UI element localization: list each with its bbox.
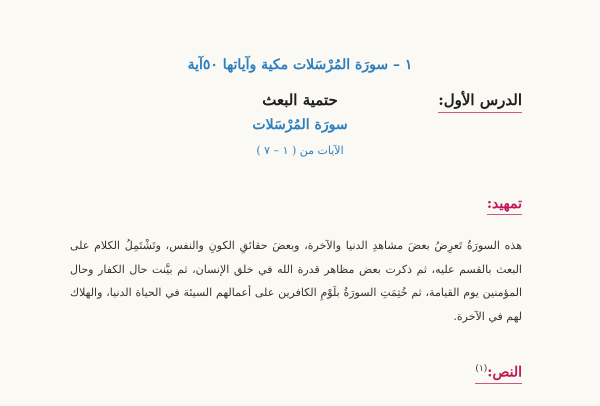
text-heading-label: النص: <box>487 364 522 381</box>
intro-heading: تمهيد: <box>487 196 522 215</box>
verses-range: الآيات من ( ١ – ٧ ) <box>256 144 344 157</box>
lesson-label: الدرس الأول: <box>438 91 522 113</box>
lesson-surah-name: سورَة المُرْسَلات <box>252 117 348 133</box>
text-heading <box>475 364 522 384</box>
intro-paragraph: هذه السورَةُ تَعرِضُ بعضَ مشاهدِ الدنيا والآخرة، وبعضَ حقائقِ الكونِ والنفس، وتَشْتَمِلُ الكلام على البعث بالقسم عليه، ثم ذكرت بعض مظاهر قدرة الله في خلق الإنسان، ثم بيَّنت حال الكفار وحال المؤمنين يوم القيامة، ثم خُتِمَتِ السورَةُ بلَوْمِ الكافرين على أعمالهم السيئة في الحياة الدنيا، والهلاك لهم في الآخرة. <box>70 239 522 323</box>
lesson-topic: حتمية البعث <box>262 91 338 109</box>
footnote-reference: (١) <box>475 364 488 374</box>
surah-title: ١ – سورَة المُرْسَلات مكية وآياتها ٥٠آية <box>187 57 413 73</box>
